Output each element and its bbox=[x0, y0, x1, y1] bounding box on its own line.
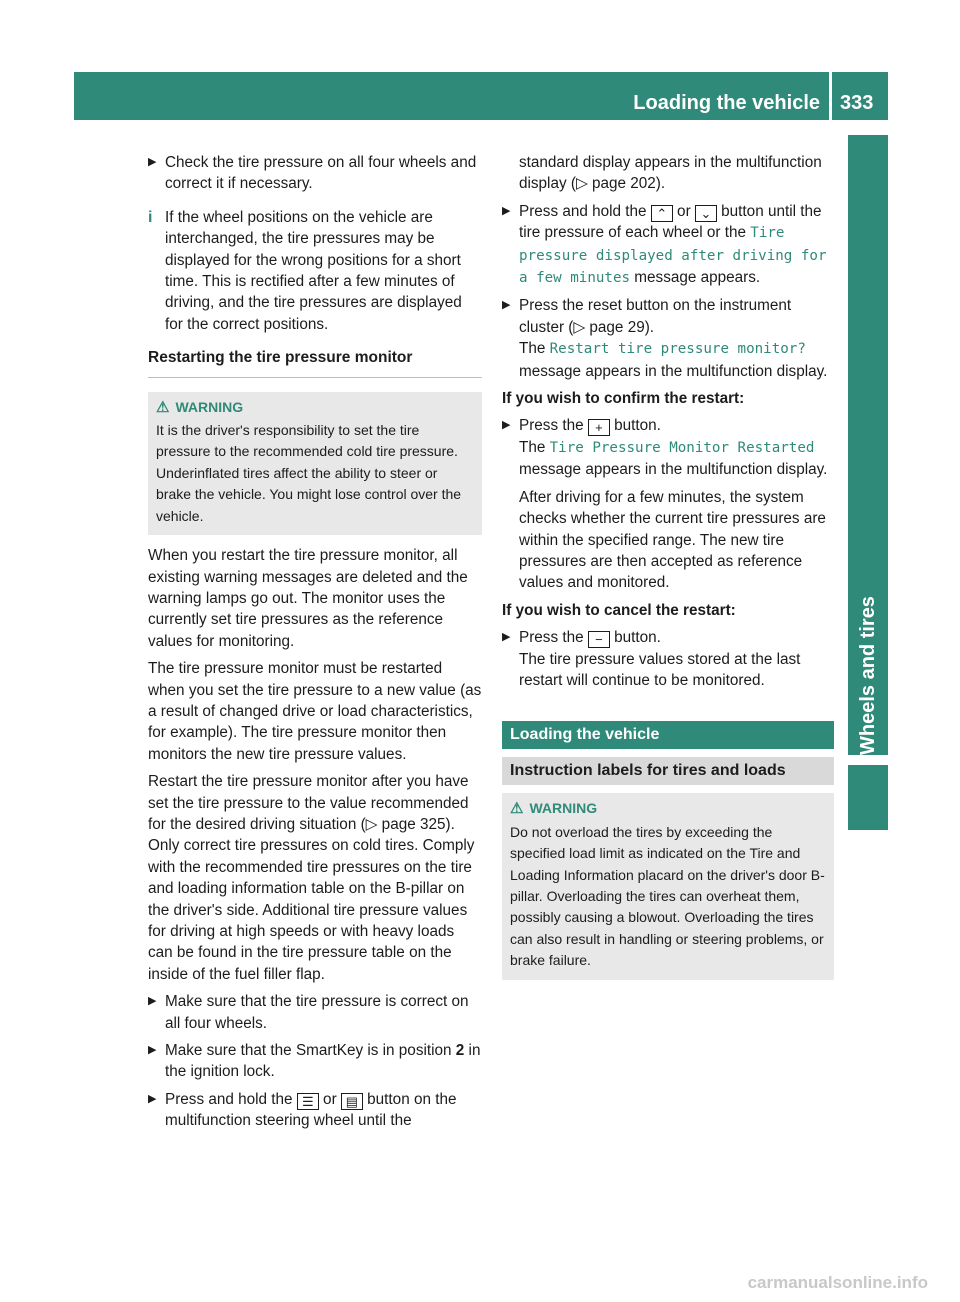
step-arrow-icon: ▶ bbox=[502, 204, 511, 217]
instruction-step: ▶ Press the − button. The tire pressure values stored at the last restart will continue to be monitored. bbox=[502, 629, 801, 689]
down-arrow-button-icon: ⌄ bbox=[695, 205, 717, 222]
warning-text: It is the driver's responsibility to set the tire pressure to the recommended cold tire pressure. Underinflated tires affect the ability to steer or brake the vehicle. You might lose control over the vehicle. bbox=[156, 422, 462, 524]
warning-triangle-icon: ⚠ bbox=[156, 398, 170, 416]
header-divider bbox=[829, 72, 832, 120]
step-arrow-icon: ▶ bbox=[148, 156, 157, 168]
step-arrow-icon: ▶ bbox=[502, 419, 511, 432]
sub-heading: If you wish to cancel the restart: bbox=[502, 601, 736, 619]
sub-heading: If you wish to confirm the restart: bbox=[502, 390, 745, 408]
step-continuation: After driving for a few minutes, the system checks whether the current tire pressures are within the specified range. The new tire pressures are then accepted as reference values and monitored. bbox=[519, 488, 826, 592]
display-message: Tire pressure displayed after driving for a few minutes bbox=[519, 225, 827, 287]
section-band: Loading the vehicle bbox=[502, 721, 834, 749]
instruction-step: ▶ Make sure that the SmartKey is in position 2 in the ignition lock. bbox=[148, 1042, 481, 1081]
subsection-band: Instruction labels for tires and loads bbox=[502, 757, 834, 785]
step-arrow-icon: ▶ bbox=[148, 1044, 157, 1057]
chapter-tab-block bbox=[848, 765, 888, 830]
step-arrow-icon: ▶ bbox=[148, 1092, 157, 1105]
warning-text: Do not overload the tires by exceeding the specified load limit as indicated on the Tire and Loading Information placard on the driver's door B-pillar. Overloading the tires can overheat them, possibly causing a blowout. Overloading the tires can also result in handling or steering problems, or brake failure. bbox=[510, 823, 825, 969]
left-column bbox=[148, 152, 482, 1138]
instruction-step: ▶ Make sure that the tire pressure is correct on all four wheels. bbox=[148, 993, 469, 1032]
paragraph: Restart the tire pressure monitor after you have set the tire pressure to the value recommended for the desired driving situation (▷ page 325). Only correct tire pressures on cold tires. Comply with the recommended tire pressures on the tire and loading information table on the B-pillar on the driver's side. Additional tire pressure values for driving at high speeds or with heavy loads can be found in the tire pressure table on the inside of the fuel filler flap. bbox=[148, 773, 475, 983]
minus-button-icon: − bbox=[588, 631, 610, 648]
up-arrow-button-icon: ⌃ bbox=[651, 205, 673, 222]
page-number: 333 bbox=[840, 92, 874, 114]
section-heading: Restarting the tire pressure monitor bbox=[148, 347, 482, 377]
warning-box: ⚠ WARNING It is the driver's responsibility to set the tire pressure to the recommended cold tire pressure. Underinflated tires affect the ability to steer or brake the vehicle. You might lose control over the vehicle. bbox=[148, 392, 482, 535]
step-arrow-icon: ▶ bbox=[502, 299, 511, 312]
chapter-tab-label: Wheels and tires bbox=[857, 596, 879, 755]
page-title: Loading the vehicle bbox=[633, 92, 820, 114]
instruction-step: ▶ Press and hold the ☰ or ▤ button on the multifunction steering wheel until the bbox=[148, 1090, 457, 1130]
instruction-step: ▶ Press the + button. The Tire Pressure Monitor Restarted message appears in the multifunction display. After driving for a few minutes, the system checks whether the current tire pressures are within the specified range. The new tire pressures are then accepted as reference values and monitored. bbox=[502, 415, 834, 593]
display-message: Restart tire pressure monitor? bbox=[549, 341, 806, 358]
next-display-button-icon: ▤ bbox=[341, 1093, 363, 1110]
paragraph: The tire pressure monitor must be restarted when you set the tire pressure to a new value (as a result of changed drive or load characteristics, for example). The tire pressure monitor then monitors the new tire pressure values. bbox=[148, 660, 482, 763]
info-icon: i bbox=[148, 208, 153, 226]
step-arrow-icon: ▶ bbox=[148, 995, 157, 1008]
instruction-step: ▶ Check the tire pressure on all four wheels and correct it if necessary. bbox=[148, 154, 477, 193]
paragraph: When you restart the tire pressure monitor, all existing warning messages are deleted and the warning lamps go out. The monitor uses the currently set tire pressures as the reference values for monitoring. bbox=[148, 547, 468, 650]
previous-display-button-icon: ☰ bbox=[297, 1093, 319, 1110]
display-message: Tire Pressure Monitor Restarted bbox=[549, 439, 815, 456]
step-arrow-icon: ▶ bbox=[502, 631, 511, 644]
instruction-step: ▶ Press and hold the ⌃ or ⌄ button until the tire pressure of each wheel or the Tire pressure displayed after driving for a few minutes message appears. bbox=[502, 202, 827, 287]
info-note: i If the wheel positions on the vehicle are interchanged, the tire pressures may be displayed for the wrong positions for a short time. This is rectified after a few minutes of driving, and the tire pressures are displayed for the correct positions. bbox=[148, 208, 462, 333]
footer-watermark: carmanualsonline.info bbox=[747, 1273, 928, 1292]
warning-box: ⚠ WARNING Do not overload the tires by exceeding the specified load limit as indicated on the Tire and Loading Information placard on the driver's door B-pillar. Overloading the tires can overheat them, possibly causing a blowout. Overloading the tires can also result in handling or steering problems, or brake failure. bbox=[502, 793, 834, 979]
right-column bbox=[502, 152, 834, 990]
step-continuation: standard display appears in the multifunction display (▷ page 202). bbox=[519, 154, 822, 193]
warning-triangle-icon: ⚠ bbox=[510, 800, 524, 818]
instruction-step: ▶ Press the reset button on the instrument cluster (▷ page 29). The Restart tire pressure monitor? message appears in the multifunction display. bbox=[502, 297, 828, 380]
plus-button-icon: + bbox=[588, 419, 610, 436]
